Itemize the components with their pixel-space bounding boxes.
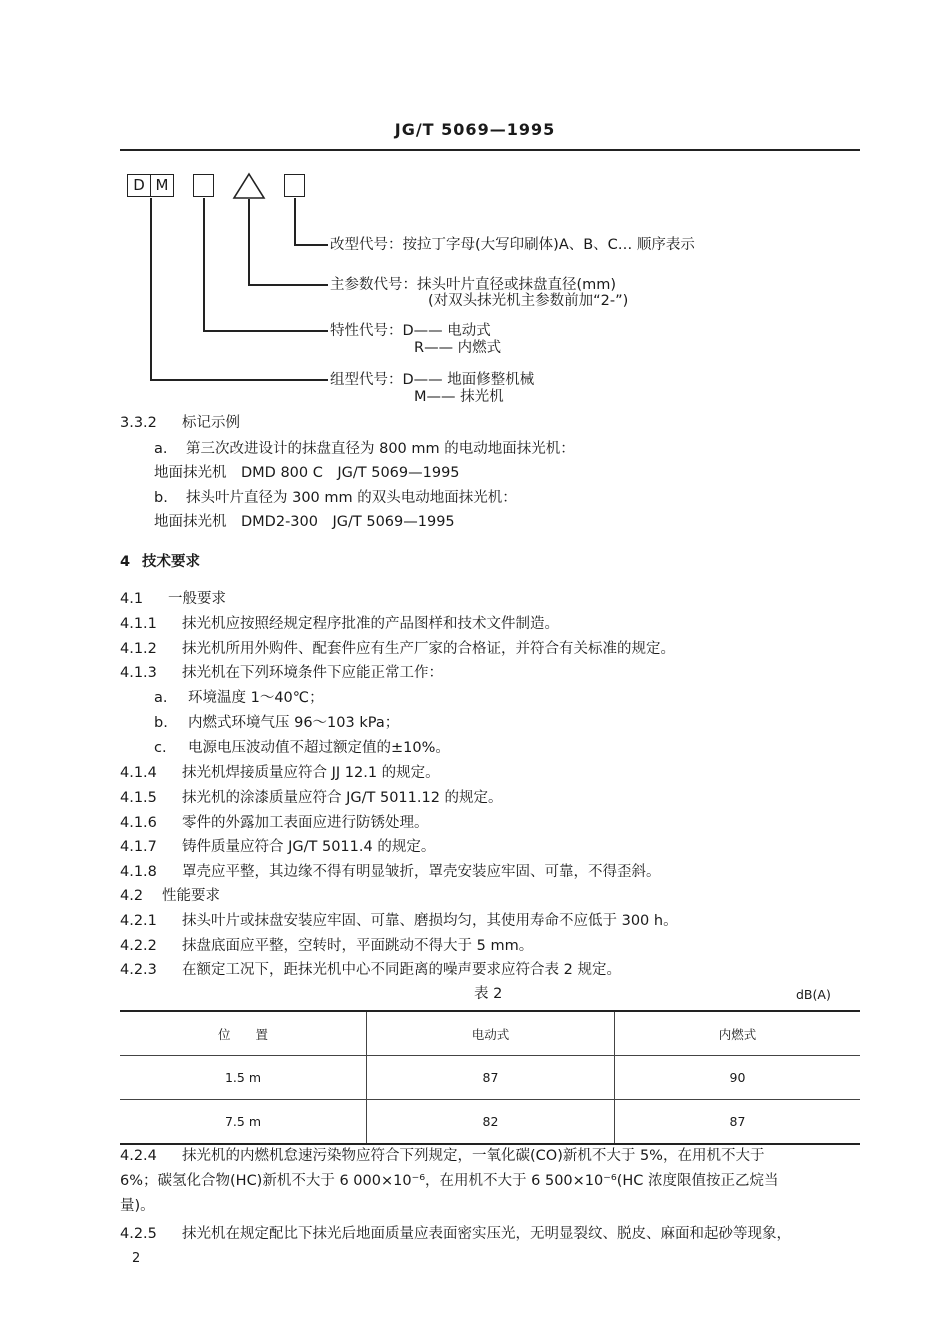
clause-text: 抹盘底面应平整，空转时，平面跳动不得大于 5 mm。 — [182, 938, 534, 954]
clause-4-2-2 — [120, 937, 533, 955]
section-4-2 — [120, 887, 220, 905]
section-number: 4.1 — [120, 591, 144, 607]
cell-electric: 87 — [367, 1056, 615, 1100]
label-characteristic-r: R—— 内燃式 — [414, 340, 502, 356]
diagram-box-modification — [284, 174, 305, 197]
clause-number: 4.1.8 — [120, 864, 157, 880]
table-unit: dB(A) — [796, 987, 831, 1002]
clause-4-1-4 — [120, 764, 440, 782]
clause-text: 抹光机的涂漆质量应符合 JG/T 5011.12 的规定。 — [182, 790, 503, 806]
document-code-header: JG/T 5069—1995 — [394, 120, 556, 139]
item-text: 抹头叶片直径为 300 mm 的双头电动地面抹光机： — [186, 490, 517, 506]
header-rule — [120, 149, 860, 151]
clause-number: 4.1.7 — [120, 839, 157, 855]
clause-4-1-2 — [120, 640, 675, 658]
clause-4-2-5 — [120, 1225, 791, 1243]
condition-c — [154, 739, 450, 757]
clause-text: 抹光机在下列环境条件下应能正常工作： — [182, 665, 443, 681]
clause-text: 抹头叶片或抹盘安装应牢固、可靠、磨损均匀，其使用寿命不应低于 300 h。 — [182, 913, 678, 929]
item-text: 电源电压波动值不超过额定值的±10%。 — [188, 740, 450, 756]
section-title: 一般要求 — [168, 591, 226, 607]
clause-text: 抹光机所用外购件、配套件应有生产厂家的合格证，并符合有关标准的规定。 — [182, 641, 675, 657]
item-text: 环境温度 1～40℃； — [188, 690, 324, 706]
section-title: 技术要求 — [142, 554, 200, 570]
section-number: 4 — [120, 554, 131, 570]
clause-text: 零件的外露加工表面应进行防锈处理。 — [182, 815, 429, 831]
diagram-box-d: D — [127, 174, 151, 197]
clause-number: 4.2.3 — [120, 962, 157, 978]
clause-text: 在额定工况下，距抹光机中心不同距离的噪声要求应符合表 2 规定。 — [182, 962, 621, 978]
clause-4-2-1 — [120, 912, 678, 930]
clause-number: 4.2.4 — [120, 1148, 157, 1164]
clause-4-1-1 — [120, 615, 559, 633]
connector-modify-v — [294, 198, 296, 245]
connector-char-v — [203, 198, 205, 331]
diagram-box-characteristic — [193, 174, 214, 197]
clause-number: 4.1.4 — [120, 765, 157, 781]
clause-number: 4.1.5 — [120, 790, 157, 806]
label-main-param-code: 主参数代号：抹头叶片直径或抹盘直径(mm) — [330, 277, 617, 293]
connector-group-v — [150, 198, 152, 380]
clause-4-2-3 — [120, 961, 621, 979]
clause-text: 抹光机在规定配比下抹光后地面质量应表面密实压光，无明显裂纹、脱皮、麻面和起砂等现象， — [182, 1226, 791, 1242]
section-4-1 — [120, 590, 226, 608]
clause-number: 4.1.2 — [120, 641, 157, 657]
diagram-box-m: M — [150, 174, 174, 197]
section-number: 4.2 — [120, 888, 144, 904]
item-text: 第三次改进设计的抹盘直径为 800 mm 的电动地面抹光机： — [186, 441, 575, 457]
header-combustion: 内燃式 — [615, 1011, 861, 1056]
clause-number: 4.2.2 — [120, 938, 157, 954]
table-row — [120, 1056, 860, 1100]
section-title: 性能要求 — [162, 888, 220, 904]
clause-4-1-5 — [120, 789, 503, 807]
clause-text: 铸件质量应符合 JG/T 5011.4 的规定。 — [182, 839, 436, 855]
label-main-param-note: (对双头抹光机主参数前加“2-”) — [428, 293, 629, 309]
clause-4-2-4 — [120, 1147, 764, 1165]
noise-table — [120, 1010, 860, 1145]
cell-combustion: 90 — [615, 1056, 861, 1100]
clause-text: 抹光机焊接质量应符合 JJ 12.1 的规定。 — [182, 765, 440, 781]
table-caption: 表 2 — [474, 986, 503, 1002]
label-group-m: M—— 抹光机 — [414, 389, 504, 405]
clause-number: 4.1.3 — [120, 665, 157, 681]
clause-text: 罩壳应平整，其边缘不得有明显皱折，罩壳安装应牢固、可靠，不得歪斜。 — [182, 864, 661, 880]
example-b — [154, 489, 517, 507]
clause-number: 4.2.1 — [120, 913, 157, 929]
table-row — [120, 1100, 860, 1145]
example-a-designation: 地面抹光机 DMD 800 C JG/T 5069—1995 — [154, 465, 460, 481]
clause-4-2-4-line2: 6%；碳氢化合物(HC)新机不大于 6 000×10⁻⁶，在用机不大于 6 500×10⁻⁶(HC 浓度限值按正乙烷当 — [120, 1173, 779, 1189]
connector-modify-h — [294, 244, 328, 246]
example-a — [154, 440, 575, 458]
section-3-3-2 — [120, 414, 240, 432]
section-number: 3.3.2 — [120, 415, 157, 431]
clause-4-2-4-line3: 量)。 — [120, 1198, 155, 1214]
item-label: b. — [154, 715, 168, 731]
condition-a — [154, 689, 324, 707]
header-position: 位 置 — [120, 1011, 367, 1056]
cell-electric: 82 — [367, 1100, 615, 1145]
table-header-row — [120, 1011, 860, 1056]
clause-number: 4.2.5 — [120, 1226, 157, 1242]
item-label: c. — [154, 740, 167, 756]
clause-4-1-8 — [120, 863, 661, 881]
label-modification-code: 改型代号：按拉丁字母(大写印刷体)A、B、C… 顺序表示 — [330, 237, 695, 253]
item-text: 内燃式环境气压 96～103 kPa； — [188, 715, 400, 731]
page-number: 2 — [132, 1251, 141, 1266]
item-label: a. — [154, 441, 168, 457]
cell-position: 7.5 m — [120, 1100, 367, 1145]
clause-text: 抹光机应按照经规定程序批准的产品图样和技术文件制造。 — [182, 616, 559, 632]
condition-b — [154, 714, 399, 732]
connector-main-h — [248, 284, 328, 286]
connector-char-h — [203, 330, 328, 332]
header-electric: 电动式 — [367, 1011, 615, 1056]
label-characteristic-code: 特性代号：D—— 电动式 — [330, 323, 491, 339]
clause-4-1-3 — [120, 664, 443, 682]
diagram-triangle-main-param — [232, 172, 266, 200]
item-label: b. — [154, 490, 168, 506]
clause-4-1-7 — [120, 838, 435, 856]
clause-number: 4.1.6 — [120, 815, 157, 831]
section-4-heading — [120, 553, 200, 571]
section-title: 标记示例 — [182, 415, 240, 431]
clause-text: 抹光机的内燃机怠速污染物应符合下列规定，一氧化碳(CO)新机不大于 5%，在用机不大于 — [182, 1148, 765, 1164]
example-b-designation: 地面抹光机 DMD2-300 JG/T 5069—1995 — [154, 514, 455, 530]
clause-number: 4.1.1 — [120, 616, 157, 632]
clause-4-1-6 — [120, 814, 429, 832]
cell-combustion: 87 — [615, 1100, 861, 1145]
item-label: a. — [154, 690, 168, 706]
connector-main-v — [248, 199, 250, 285]
connector-group-h — [150, 379, 328, 381]
cell-position: 1.5 m — [120, 1056, 367, 1100]
label-group-code: 组型代号：D—— 地面修整机械 — [330, 372, 535, 388]
